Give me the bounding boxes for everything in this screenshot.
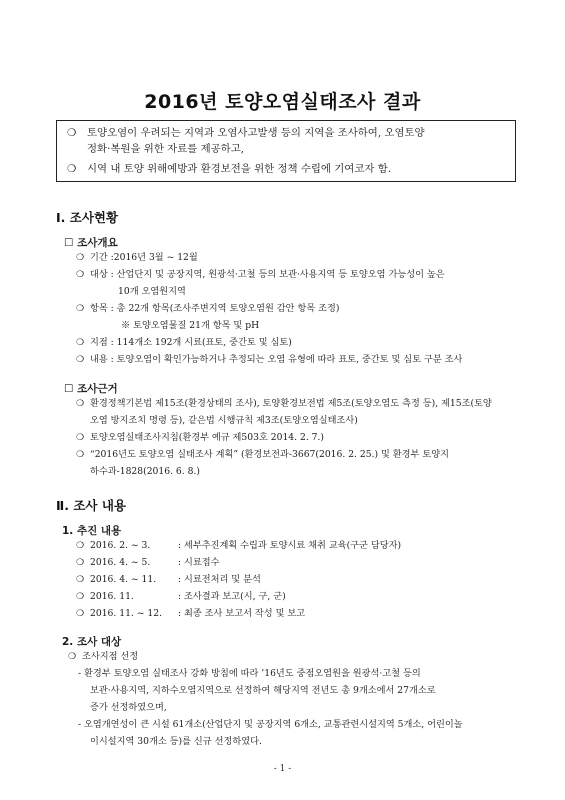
basis-text: 토양오염실태조사지침(환경부 예규 제503호 2014. 2. 7.) xyxy=(90,432,325,443)
schedule-row xyxy=(76,557,220,569)
circle-bullet-icon: ❍ xyxy=(76,558,85,568)
summary-item xyxy=(67,162,507,178)
circle-bullet-icon: ❍ xyxy=(76,270,85,280)
schedule-desc: : 시료전처리 및 분석 xyxy=(178,574,261,585)
circle-bullet-icon: ❍ xyxy=(76,355,85,365)
basis-item xyxy=(76,398,492,410)
basis-text: “2016년도 토양오염 실태조사 계획” (환경보전과-3667(2016. 2. 25.) 및 환경부 토양지 xyxy=(90,449,449,460)
circle-bullet-icon: ❍ xyxy=(76,592,85,602)
target-subheading xyxy=(68,651,138,663)
circle-bullet-icon: ❍ xyxy=(67,163,77,175)
target-subheading-label: 조사지점 선정 xyxy=(82,651,139,662)
basis-item-continuation: 오염 방지조치 명령 등), 같은법 시행규칙 제3조(토양오염실태조사) xyxy=(90,415,358,426)
circle-bullet-icon: ❍ xyxy=(68,652,77,662)
page-title: 2016년 토양오염실태조사 결과 xyxy=(144,91,421,113)
schedule-row xyxy=(76,591,286,603)
schedule-date: 2016. 4. ~ 5. xyxy=(90,557,151,568)
schedule-row xyxy=(76,540,401,552)
overview-text: 기간 :2016년 3월 ~ 12월 xyxy=(90,252,198,263)
summary-line: 토양오염이 우려되는 지역과 오염사고발생 등의 지역을 조사하여, 오염토양 xyxy=(87,127,425,139)
target-line: 보관·사용지역, 지하수오염지역으로 선정하여 해당지역 전년도 총 9개소에서 27개소로 xyxy=(90,685,436,696)
subheading-basis xyxy=(64,381,118,396)
circle-bullet-icon: ❍ xyxy=(76,541,85,551)
schedule-row xyxy=(76,608,305,620)
overview-text: 항목 : 총 22개 항목(조사주변지역 토양오염원 감안 항목 조정) xyxy=(90,303,340,314)
schedule-date: 2016. 4. ~ 11. xyxy=(90,574,157,585)
circle-bullet-icon: ❍ xyxy=(76,450,85,460)
circle-bullet-icon: ❍ xyxy=(67,127,77,139)
section-heading-status: Ⅰ. 조사현황 xyxy=(56,210,119,225)
schedule-row xyxy=(76,574,261,586)
basis-text: 환경정책기본법 제15조(환경상태의 조사), 토양환경보전법 제5조(토양오염도 측정 등), 제15조(토양 xyxy=(90,398,492,409)
target-line: - 환경부 토양오염 실태조사 강화 방침에 따라 ’16년도 중점오염원을 원광석·고철 등의 xyxy=(78,668,421,679)
basis-item xyxy=(76,449,449,461)
schedule-desc: : 시료접수 xyxy=(178,557,220,568)
target-line: 증가 선정하였으며, xyxy=(90,702,167,713)
circle-bullet-icon: ❍ xyxy=(76,609,85,619)
subheading-label: 조사개요 xyxy=(77,237,118,249)
basis-item xyxy=(76,432,324,444)
page-number: - 1 - xyxy=(273,764,292,774)
checkbox-square-icon: ☐ xyxy=(64,383,74,395)
checkbox-square-icon: ☐ xyxy=(64,237,74,249)
schedule-desc: : 조사결과 보고(시, 구, 군) xyxy=(178,591,286,602)
circle-bullet-icon: ❍ xyxy=(76,575,85,585)
overview-text: 지점 : 114개소 192개 시료(표토, 중간토 및 심토) xyxy=(90,337,292,348)
overview-item xyxy=(76,303,339,315)
schedule-date: 2016. 2. ~ 3. xyxy=(90,540,151,551)
summary-item xyxy=(67,126,507,157)
overview-item xyxy=(76,354,462,366)
circle-bullet-icon: ❍ xyxy=(76,433,85,443)
summary-box xyxy=(56,120,516,182)
subheading-overview xyxy=(64,235,118,250)
circle-bullet-icon: ❍ xyxy=(76,338,85,348)
overview-text: 내용 : 토양오염이 확인가능하거나 추정되는 오염 유형에 따라 표토, 중간토 및 심토 구분 조사 xyxy=(90,354,463,365)
overview-text: 대상 : 산업단지 및 공장지역, 원광석·고철 등의 보관·사용지역 등 토양오염 가능성이 높은 xyxy=(90,269,445,280)
overview-item xyxy=(76,337,292,349)
overview-note: ※ 토양오염물질 21개 항목 및 pH xyxy=(121,320,260,331)
circle-bullet-icon: ❍ xyxy=(76,304,85,314)
subheading-progress: 1. 추진 내용 xyxy=(62,525,122,537)
overview-item xyxy=(76,269,445,281)
schedule-date: 2016. 11. ~ 12. xyxy=(90,608,162,619)
overview-item xyxy=(76,252,198,264)
overview-item-continuation: 10개 오염원지역 xyxy=(118,286,186,297)
subheading-label: 조사근거 xyxy=(77,383,118,395)
subheading-target: 2. 조사 대상 xyxy=(62,636,122,648)
target-line: - 오염개연성이 큰 시설 61개소(산업단지 및 공장지역 6개소, 교통관련시설지역 5개소, 어린이놀 xyxy=(78,719,463,730)
section-heading-content: Ⅱ. 조사 내용 xyxy=(56,498,126,513)
schedule-desc: : 세부추진계획 수립과 토양시료 채취 교육(구군 담당자) xyxy=(178,540,402,551)
target-line: 이시설지역 30개소 등)를 신규 선정하였다. xyxy=(90,736,262,747)
schedule-date: 2016. 11. xyxy=(90,591,134,602)
circle-bullet-icon: ❍ xyxy=(76,399,85,409)
summary-line: 시역 내 토양 위해예방과 환경보전을 위한 정책 수립에 기여코자 함. xyxy=(87,163,392,175)
schedule-desc: : 최종 조사 보고서 작성 및 보고 xyxy=(178,608,306,619)
basis-item-continuation: 하수과-1828(2016. 6. 8.) xyxy=(90,466,200,477)
summary-line: 정화·복원을 위한 자료를 제공하고, xyxy=(87,142,245,155)
circle-bullet-icon: ❍ xyxy=(76,253,85,263)
